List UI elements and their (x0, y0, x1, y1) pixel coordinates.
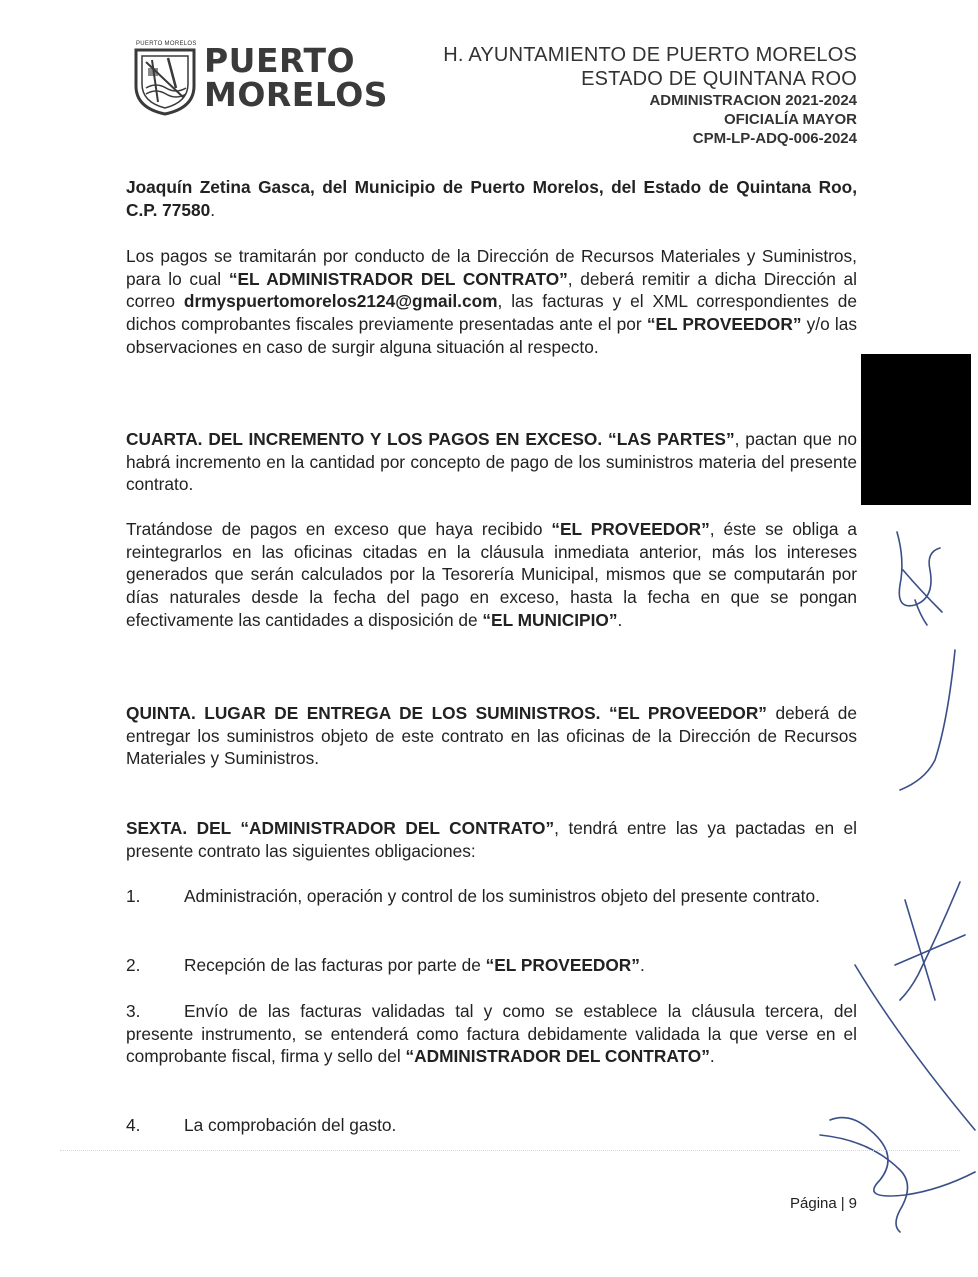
clause-sexta-heading: SEXTA. DEL “ADMINISTRADOR DEL CONTRATO” (126, 818, 555, 838)
address-text: Joaquín Zetina Gasca, del Municipio de Puerto Morelos, del Estado de Quintana Roo, C.P. 77580 (126, 177, 857, 220)
list-item (126, 1114, 857, 1137)
clause-cuarta-text: , pactan que no habrá incremento en la cantidad por concepto de pago de los suministros materia del presente contrato. (126, 429, 857, 495)
excess-text-1: Tratándose de pagos en exceso que haya recibido (126, 519, 552, 539)
signature-stroke-3b (905, 900, 935, 1000)
payments-text-1: Los pagos se tramitarán por conducto de la Dirección de Recursos Materiales y Suministros, para lo cual (126, 246, 857, 289)
excess-text-3: . (617, 609, 623, 630)
list-item (126, 954, 857, 977)
logo-word-line1: PUERTO (204, 41, 356, 80)
list-item-text: Administración, operación y control de los suministros objeto del presente contrato. (184, 886, 820, 906)
list-item-number: 3. (126, 1001, 141, 1021)
excess-bold-1: “EL PROVEEDOR” (551, 519, 710, 539)
page-separator: | (840, 1195, 845, 1212)
header-line-1: H. AYUNTAMIENTO DE PUERTO MORELOS (443, 44, 857, 66)
payments-paragraph (126, 245, 857, 359)
list-item-end: . (639, 955, 645, 975)
list-item (126, 885, 857, 908)
page-number: 9 (848, 1195, 857, 1212)
list-item-end: . (709, 1046, 715, 1067)
header-line-4: OFICIALÍA MAYOR (723, 111, 857, 128)
list-item-text: La comprobación del gasto. (184, 1115, 397, 1135)
list-item-bold: “ADMINISTRADOR DEL CONTRATO” (405, 1046, 710, 1067)
footer-divider (60, 1150, 960, 1151)
signature-stroke-2 (900, 650, 955, 790)
clause-cuarta-heading: CUARTA. DEL INCREMENTO Y LOS PAGOS EN EXCESO. “LAS PARTES” (126, 429, 735, 449)
excess-bold-2: “EL MUNICIPIO” (482, 609, 618, 630)
initials-mark-1b (903, 570, 942, 612)
list-item-number: 2. (126, 955, 141, 975)
clause-sexta (126, 817, 857, 862)
redaction-block (861, 354, 971, 505)
header-line-2: ESTADO DE QUINTANA ROO (581, 68, 857, 90)
excess-text-2: , éste se obliga a reintegrarlos en las oficinas citadas en la cláusula inmediata anterior, más los intereses generados que serán calculados por la Tesorería Municipal, mismos que se computarán por días naturales desde la fecha del pago en exceso, hasta la fecha en que se pongan efectivamente las cantidades a disposición de (126, 519, 857, 630)
municipality-logo (132, 41, 389, 122)
logo-word-line2: MORELOS (204, 75, 389, 114)
list-item-bold: “EL PROVEEDOR” (485, 955, 640, 975)
clause-quinta-heading: QUINTA. LUGAR DE ENTREGA DE LOS SUMINISTROS. “EL PROVEEDOR” (126, 703, 767, 723)
list-item-text: Recepción de las facturas por parte de (184, 955, 486, 975)
payments-text-2: , deberá remitir a dicha Dirección al correo (126, 268, 857, 312)
address-paragraph (126, 176, 857, 221)
coat-of-arms-icon (132, 42, 198, 116)
payments-text-3: , las facturas y el XML correspondientes de dichos comprobantes fiscales previamente presentadas ante el por (126, 291, 857, 335)
address-end: . (210, 199, 216, 220)
signature-stroke-3 (900, 882, 960, 1000)
excess-payments-paragraph (126, 518, 857, 632)
list-item-number: 4. (126, 1115, 141, 1135)
payments-bold-1: “EL ADMINISTRADOR DEL CONTRATO” (228, 268, 568, 289)
list-item-number: 1. (126, 886, 141, 906)
list-item (126, 1000, 857, 1068)
list-item-text: Envío de las facturas validadas tal y como se establece la cláusula tercera, del presente instrumento, se entenderá como factura debidamente validada la que verse en el comprobante fiscal, firma y sello del (126, 1001, 857, 1067)
signature-stroke-3d (855, 965, 975, 1130)
clause-quinta-text: deberá de entregar los suministros objeto de este contrato en las oficinas de la Dirección de Recursos Materiales y Suministros. (126, 703, 858, 769)
page-footer (790, 1195, 857, 1212)
logo-small-text: PUERTO MORELOS (136, 41, 197, 47)
initials-mark-1c (915, 600, 927, 625)
payments-email: drmyspuertomorelos2124@gmail.com (183, 291, 498, 312)
header-line-5: CPM-LP-ADQ-006-2024 (692, 130, 857, 147)
payments-bold-3: “EL PROVEEDOR” (646, 314, 802, 335)
clause-quinta (126, 702, 857, 770)
clause-sexta-text: , tendrá entre las ya pactadas en el presente contrato las siguientes obligaciones: (126, 818, 858, 861)
signature-stroke-3c (895, 935, 965, 965)
payments-text-4: y/o las observaciones en caso de surgir alguna situación al respecto. (126, 314, 857, 357)
clause-cuarta (126, 428, 857, 496)
page-label: Página (790, 1195, 837, 1212)
initials-mark-1 (897, 532, 940, 606)
header-line-3: ADMINISTRACION 2021-2024 (649, 92, 857, 109)
